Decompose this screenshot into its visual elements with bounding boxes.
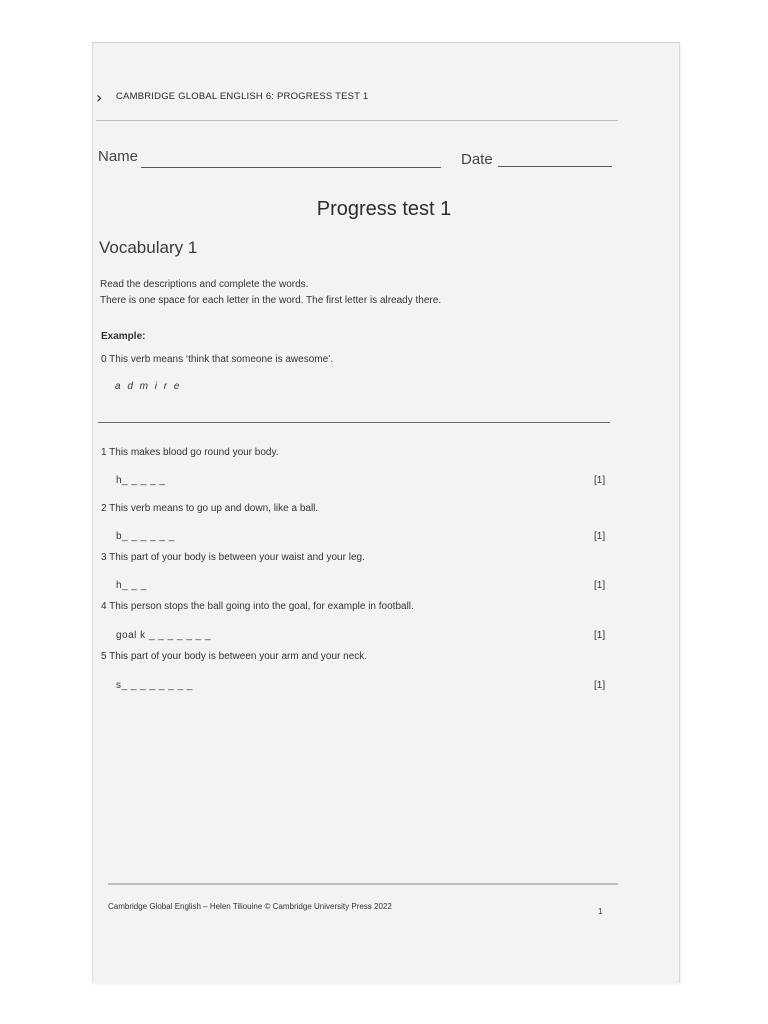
- question-text: 5 This part of your body is between your arm and your neck.: [101, 651, 368, 662]
- footer-copyright: Cambridge Global English – Helen Tiliouine © Cambridge University Press 2022: [108, 902, 392, 911]
- page-title: Progress test 1: [316, 198, 452, 220]
- mark-value: [1]: [594, 475, 606, 486]
- date-label: Date: [461, 151, 493, 168]
- question-text: 2 This verb means to go up and down, like a ball.: [101, 503, 319, 514]
- mark-value: [1]: [594, 680, 606, 691]
- question-text: 1 This makes blood go round your body.: [101, 447, 279, 458]
- answer-blank[interactable]: h_ _ _ _ _: [116, 475, 166, 486]
- page-number: 1: [598, 907, 603, 916]
- mark-value: [1]: [594, 580, 606, 591]
- answer-blank[interactable]: b_ _ _ _ _ _: [116, 531, 175, 542]
- question-text: 4 This person stops the ball going into the goal, for example in football.: [101, 601, 414, 612]
- section-title: Vocabulary 1: [99, 238, 198, 257]
- answer-blank[interactable]: h_ _ _: [116, 580, 147, 591]
- question-text: 3 This part of your body is between your waist and your leg.: [101, 552, 365, 563]
- footer-divider: [108, 883, 618, 885]
- running-header: CAMBRIDGE GLOBAL ENGLISH 6: PROGRESS TEST 1: [116, 91, 369, 102]
- example-label: Example:: [101, 331, 146, 342]
- instruction-line: Read the descriptions and complete the words.: [100, 279, 309, 290]
- section-divider: [98, 422, 610, 423]
- date-field-line[interactable]: [498, 166, 612, 167]
- header-divider: [96, 120, 618, 121]
- mark-value: [1]: [594, 531, 606, 542]
- example-answer: a d m i r e: [115, 381, 182, 392]
- name-label: Name: [98, 148, 139, 165]
- example-question: 0 This verb means ‘think that someone is awesome’.: [101, 354, 334, 365]
- instruction-line: There is one space for each letter in the word. The first letter is already there.: [100, 295, 442, 306]
- answer-blank[interactable]: goal k _ _ _ _ _ _ _: [116, 630, 212, 641]
- answer-blank[interactable]: s_ _ _ _ _ _ _ _: [116, 680, 193, 691]
- mark-value: [1]: [594, 630, 606, 641]
- chevron-right-icon: ›: [96, 88, 103, 107]
- name-field-line[interactable]: [141, 167, 441, 168]
